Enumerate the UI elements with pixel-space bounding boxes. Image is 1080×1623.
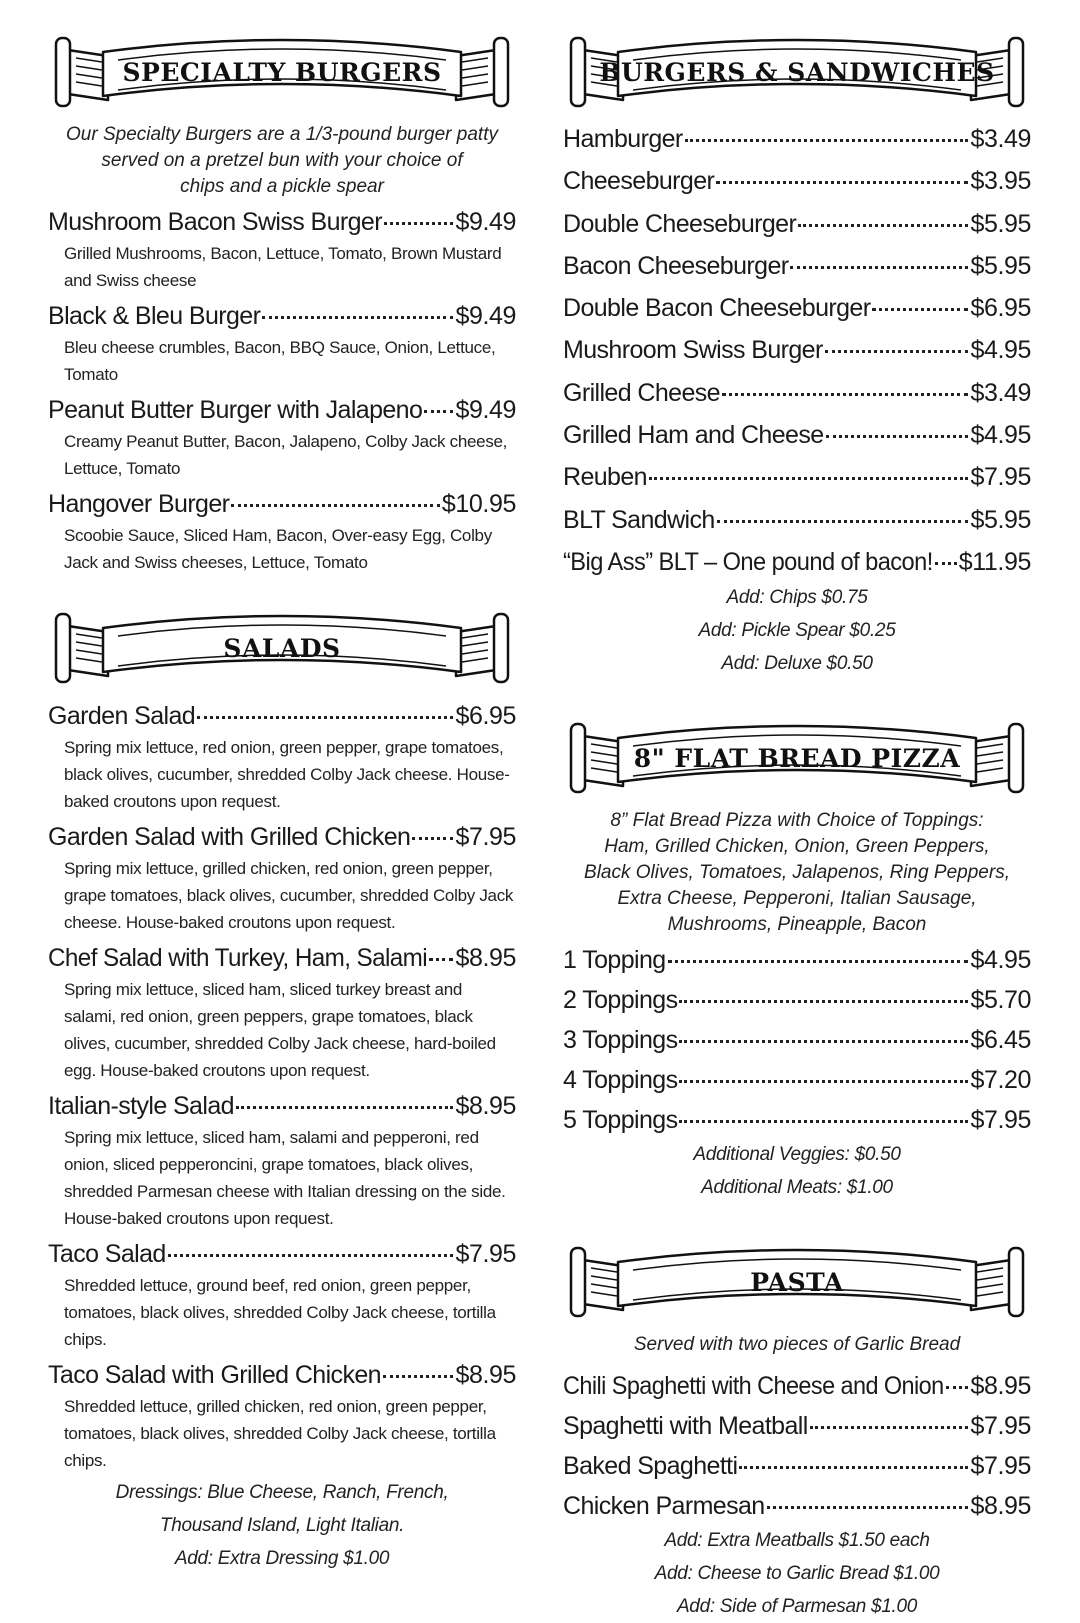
dot-leader [679,1000,968,1003]
menu-item-price: $6.95 [970,294,1031,323]
specialty-burgers-intro: Our Specialty Burgers are a 1/3-pound burger patty served on a pretzel bun with your choice of chips and a pickle spear [66,124,498,197]
burgers-sandwiches-title: BURGERS & SANDWICHES [599,58,995,87]
menu-item-name: Spaghetti with Meatball [563,1412,808,1441]
menu-item-row [48,486,516,522]
menu-item-name: 3 Toppings [563,1026,678,1055]
menu-item-name: Taco Salad [48,1240,166,1268]
flat-bread-pizza-title: 8" FLAT BREAD PIZZA [633,744,961,774]
dot-leader [717,520,969,523]
specialty-burgers-title: SPECIALTY BURGERS [122,58,442,87]
note-line: Dressings: Blue Cheese, Ranch, French, [115,1482,449,1503]
menu-item-price: $9.49 [455,208,516,236]
note-line: Add: Extra Dressing $1.00 [174,1548,390,1569]
menu-item-name: Bacon Cheeseburger [563,251,789,280]
menu-item-price: $6.45 [970,1026,1031,1055]
menu-item-name: Baked Spaghetti [563,1452,738,1481]
pizza-section [563,942,1031,1138]
note-line: Add: Extra Meatballs $1.50 each [664,1530,930,1552]
dot-leader [429,958,453,961]
note-line: Add: Deluxe $0.50 [721,653,873,675]
menu-item [48,204,516,294]
menu-item [48,1088,516,1232]
menu-item [48,486,516,576]
pasta-banner [563,1240,1031,1326]
menu-item-description: Grilled Mushrooms, Bacon, Lettuce, Tomato, Brown Mustard and Swiss cheese [64,244,502,290]
menu-item-description: Bleu cheese crumbles, Bacon, BBQ Sauce, Onion, Lettuce, Tomato [64,338,496,384]
menu-item-price: $7.95 [970,1452,1031,1481]
dot-leader [262,316,453,319]
menu-item-row [563,1488,1031,1524]
menu-item-price: $4.95 [970,946,1031,975]
menu-item-name: “Big Ass” BLT – One pound of bacon! [563,547,933,576]
dot-leader [679,1080,968,1083]
menu-item-price: $5.95 [970,251,1031,280]
menu-item-row [48,1088,516,1124]
dot-leader [383,1375,453,1378]
note-line: Thousand Island, Light Italian. [159,1515,405,1536]
salads-notes [48,1476,516,1575]
menu-item [563,942,1031,978]
menu-item [563,1368,1031,1404]
menu-item [48,392,516,482]
menu-item-price: $5.95 [970,209,1031,238]
menu-item-price: $5.70 [970,986,1031,1015]
menu-item [563,289,1031,327]
menu-item-price: $8.95 [455,944,516,972]
flat-bread-pizza-notes [563,1138,1031,1204]
salads-banner [48,606,516,692]
menu-item [563,1448,1031,1484]
menu-item-name: 5 Toppings [563,1106,678,1135]
menu-item-row [563,982,1031,1018]
menu-item-price: $9.49 [455,396,516,424]
dot-leader [872,308,968,311]
menu-item-row [563,331,1031,369]
menu-item-name: Peanut Butter Burger with Jalapeno [48,396,423,424]
dot-leader [679,1040,968,1043]
dot-leader [767,1506,969,1509]
menu-item-name: 1 Topping [563,946,666,975]
pasta-list [563,1368,1031,1524]
menu-item [563,1062,1031,1098]
dot-leader [384,222,454,225]
dot-leader [790,266,968,269]
menu-item [563,982,1031,1018]
menu-item-name: Grilled Ham and Cheese [563,421,824,450]
specialty-burgers-list [48,204,516,576]
menu-item-price: $3.49 [970,378,1031,407]
menu-item-name: Reuben [563,463,647,492]
menu-item-row [563,543,1031,581]
note-line: Add: Side of Parmesan $1.00 [676,1596,918,1618]
menu-item-price: $8.95 [970,1492,1031,1521]
menu-item [563,1408,1031,1444]
menu-item-row [563,416,1031,454]
menu-item-price: $8.95 [455,1361,516,1389]
menu-item-description: Spring mix lettuce, sliced ham, sliced turkey breast and salami, red onion, green peppers, grape tomatoes, black olives, cucumber, shredded Colby Jack cheese, hard-boiled egg. House-baked croutons upon request. [64,980,496,1080]
menu-item-name: 2 Toppings [563,986,678,1015]
menu-item-row [563,1368,1031,1404]
menu-item-name: Hangover Burger [48,490,230,518]
menu-item-name: Mushroom Bacon Swiss Burger [48,208,382,236]
menu-item-row [48,1236,516,1272]
menu-item-row [48,698,516,734]
flat-bread-pizza-list [563,942,1031,1138]
menu-item-price: $4.95 [970,336,1031,365]
menu-item-row [563,458,1031,496]
burgers-sandwiches-list [563,120,1031,581]
dot-leader [412,837,453,840]
menu-item [563,501,1031,539]
menu-item-row [563,942,1031,978]
dot-leader [739,1466,968,1469]
salads-section [48,698,516,1474]
dot-leader [231,504,440,507]
menu-item [563,1488,1031,1524]
dot-leader [236,1106,454,1109]
menu-item [563,120,1031,158]
menu-item-price: $4.95 [970,421,1031,450]
menu-item-name: BLT Sandwich [563,505,715,534]
menu-item-price: $7.95 [455,823,516,851]
menu-item [563,416,1031,454]
burgers-section [563,120,1031,581]
flat-bread-pizza-intro: 8” Flat Bread Pizza with Choice of Toppings: Ham, Grilled Chicken, Onion, Green Peppers, Black Olives, Tomatoes, Jalapenos, Ring Peppers, Extra Cheese, Pepperoni, Italian Sausage, Mushrooms, Pineapple, Bacon [584,810,1010,936]
menu-item-row [48,819,516,855]
menu-item-name: Garden Salad [48,702,196,730]
dot-leader [722,393,968,396]
note-line: Additional Meats: $1.00 [701,1177,893,1199]
dot-leader [168,1254,454,1257]
menu-item-row [563,1102,1031,1138]
right-column [563,0,1031,1623]
menu-item-row [48,1357,516,1393]
menu-item-row [563,247,1031,285]
menu-item-name: Italian-style Salad [48,1092,234,1120]
menu-item-description: Spring mix lettuce, sliced ham, salami and pepperoni, red onion, sliced pepperoncini, grape tomatoes, black olives, shredded Parmesan cheese with Italian dressing on the side. House-baked croutons upon request. [64,1128,506,1228]
menu-item [563,162,1031,200]
menu-item-name: Black & Bleu Burger [48,302,261,330]
menu-item-description: Shredded lettuce, ground beef, red onion, green pepper, tomatoes, black olives, shredded Colby Jack cheese, tortilla chips. [64,1276,496,1349]
menu-item-description: Creamy Peanut Butter, Bacon, Jalapeno, Colby Jack cheese, Lettuce, Tomato [64,432,508,478]
menu-item [48,1236,516,1353]
dot-leader [935,562,957,565]
dot-leader [679,1120,968,1123]
note-line: Additional Veggies: $0.50 [693,1144,901,1166]
dot-leader [825,350,969,353]
specialty-burgers-banner [48,30,516,116]
menu-item [563,1022,1031,1058]
flat-bread-pizza-banner [563,716,1031,802]
dot-leader [668,960,969,963]
menu-item-price: $3.49 [970,125,1031,153]
dot-leader [685,139,969,142]
dot-leader [424,410,453,413]
menu-item-description: Spring mix lettuce, grilled chicken, red onion, green pepper, grape tomatoes, black olives, cucumber, shredded Colby Jack cheese. House-baked croutons upon request. [64,859,514,932]
menu-item-name: Double Bacon Cheeseburger [563,294,871,323]
note-line: Add: Cheese to Garlic Bread $1.00 [654,1563,940,1585]
menu-item-name: Hamburger [563,125,683,153]
menu-item-row [563,1408,1031,1444]
menu-item-price: $8.95 [970,1372,1031,1401]
menu-item-name: Chili Spaghetti with Cheese and Onion [563,1372,944,1401]
menu-item-price: $7.95 [970,1106,1031,1135]
burgers-sandwiches-notes [563,581,1031,680]
menu-item-price: $6.95 [455,702,516,730]
menu-item-price: $10.95 [441,490,516,518]
menu-item-row [563,501,1031,539]
menu-item [563,247,1031,285]
menu-item-row [563,374,1031,412]
menu-item-description: Shredded lettuce, grilled chicken, red onion, green pepper, tomatoes, black olives, shredded Colby Jack cheese, tortilla chips. [64,1397,496,1470]
menu-item-row [48,204,516,240]
menu-item-name: Garden Salad with Grilled Chicken [48,823,411,851]
note-line: Add: Chips $0.75 [726,587,868,609]
pasta-title: PASTA [750,1268,844,1298]
menu-item-name: Chef Salad with Turkey, Ham, Salami [48,944,428,972]
menu-item-price: $7.95 [455,1240,516,1268]
menu-item-name: Mushroom Swiss Burger [563,336,823,365]
menu-item-price: $7.20 [970,1066,1031,1095]
dot-leader [716,181,968,184]
menu-item [563,205,1031,243]
menu-item [563,331,1031,369]
menu-item-price: $8.95 [455,1092,516,1120]
menu-item [48,940,516,1084]
menu-item-price: $7.95 [970,1412,1031,1441]
menu-item-name: 4 Toppings [563,1066,678,1095]
note-line: Add: Pickle Spear $0.25 [698,620,896,642]
burgers-sandwiches-banner [563,30,1031,116]
dot-leader [826,435,969,438]
dot-leader [798,224,968,227]
menu-item-row [563,1022,1031,1058]
menu-item-price: $7.95 [970,463,1031,492]
menu-item [48,1357,516,1474]
menu-item [48,298,516,388]
menu-item-name: Taco Salad with Grilled Chicken [48,1361,381,1389]
dot-leader [197,716,453,719]
menu-item-row [563,205,1031,243]
pasta-notes [563,1524,1031,1623]
menu-item-price: $5.95 [970,505,1031,534]
menu-item [48,698,516,815]
menu-item-row [563,162,1031,200]
menu-item-name: Cheeseburger [563,167,715,196]
menu-item [563,458,1031,496]
menu-item-description: Scoobie Sauce, Sliced Ham, Bacon, Over-easy Egg, Colby Jack and Swiss cheeses, Lettuce, Tomato [64,526,492,572]
menu-item [563,543,1031,581]
menu-item-price: $11.95 [958,547,1031,576]
menu-item-name: Double Cheeseburger [563,209,797,238]
left-column [48,0,516,1575]
menu-item-price: $3.95 [970,167,1031,196]
menu-item [563,374,1031,412]
pasta-section [563,1368,1031,1524]
dot-leader [810,1426,969,1429]
salads-title: SALADS [223,634,341,663]
pasta-intro: Served with two pieces of Garlic Bread [633,1334,961,1356]
salads-list [48,698,516,1474]
menu-item [563,1102,1031,1138]
menu-item-name: Chicken Parmesan [563,1492,765,1521]
dot-leader [946,1386,969,1389]
menu-item-row [563,289,1031,327]
menu-item [48,819,516,936]
dot-leader [649,477,968,480]
menu-item-row [48,940,516,976]
menu-item-name: Grilled Cheese [563,378,720,407]
menu-item-row [563,1062,1031,1098]
menu-item-description: Spring mix lettuce, red onion, green pepper, grape tomatoes, black olives, cucumber, shredded Colby Jack cheese. House-baked croutons upon request. [64,738,510,811]
menu-item-row [563,1448,1031,1484]
menu-item-row [48,392,516,428]
menu-item-row [48,298,516,334]
menu-item-row [563,120,1031,158]
menu-item-price: $9.49 [455,302,516,330]
